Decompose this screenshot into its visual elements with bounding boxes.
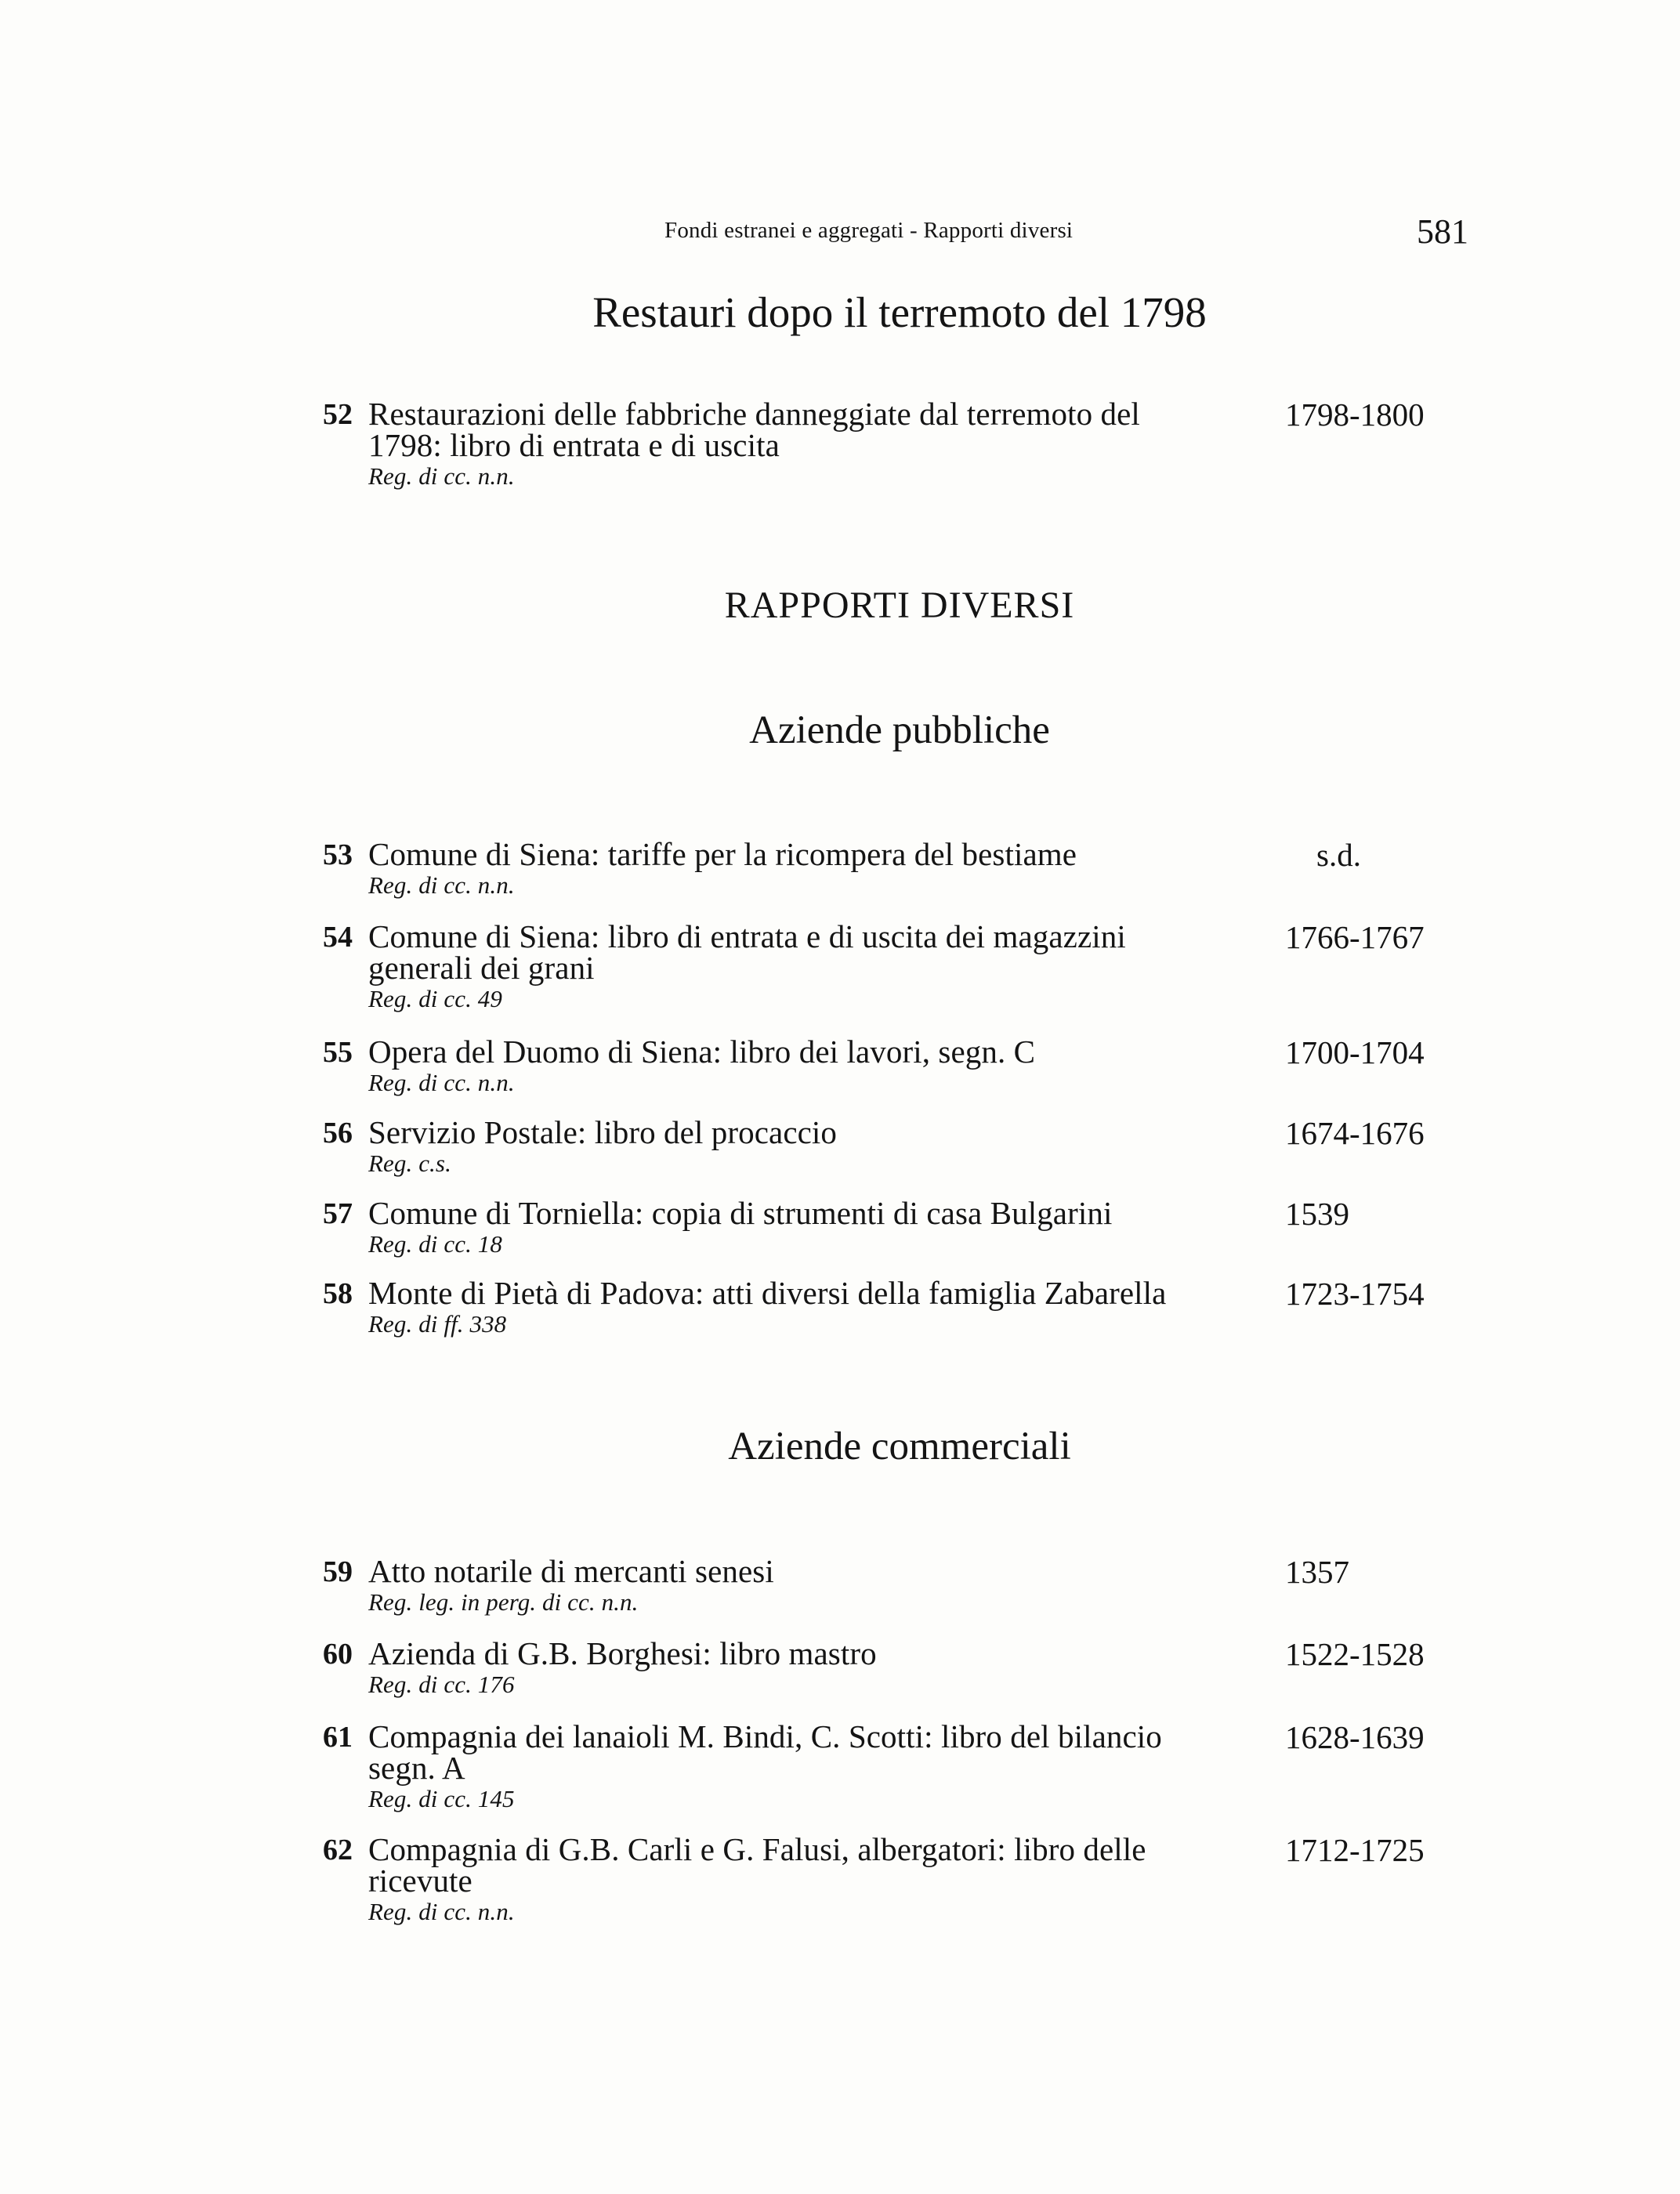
entry-title <box>368 1277 1277 1340</box>
running-head: Fondi estranei e aggregati - Rapporti diversi <box>664 218 1074 243</box>
section-heading-restauri: Restauri dopo il terremoto del 1798 <box>592 288 1207 336</box>
entry-title-line: Servizio Postale: libro del procaccio <box>368 1114 838 1150</box>
entry-title <box>368 1718 1277 1815</box>
entry-date: 1522-1528 <box>1285 1636 1425 1672</box>
entry-number: 61 <box>323 1721 353 1754</box>
entry-number: 59 <box>323 1555 353 1588</box>
entry-note: Reg. di cc. n.n. <box>368 1069 515 1096</box>
entry-title <box>368 838 1277 901</box>
entry-title-line: Compagnia dei lanaioli M. Bindi, C. Scotti: libro del bilancio <box>368 1718 1162 1754</box>
entry-number: 55 <box>323 1036 353 1069</box>
entry-note: Reg. di cc. n.n. <box>368 871 515 899</box>
entry-title-line: Azienda di G.B. Borghesi: libro mastro <box>368 1635 877 1671</box>
entry-date: 1700-1704 <box>1285 1034 1425 1070</box>
entry-number: 62 <box>323 1834 353 1866</box>
entry-title <box>368 1635 1277 1700</box>
entry-title-line: 1798: libro di entrata e di uscita <box>368 427 780 463</box>
entry-date: 1766-1767 <box>1285 919 1425 955</box>
entry-title-line: Restaurazioni delle fabbriche danneggiate dal terremoto del <box>368 396 1140 432</box>
entry-number: 57 <box>323 1197 353 1230</box>
section-heading-aziende-pubbliche: Aziende pubbliche <box>749 708 1050 752</box>
entry-title <box>368 1831 1277 1928</box>
entry-number: 60 <box>323 1638 353 1671</box>
entry-note: Reg. di cc. 176 <box>368 1671 515 1698</box>
entry-title-line: Monte di Pietà di Padova: atti diversi della famiglia Zabarella <box>368 1275 1167 1311</box>
entry-note: Reg. di cc. 18 <box>368 1230 502 1258</box>
entry-note: Reg. di cc. 145 <box>368 1785 515 1812</box>
entry-title <box>368 1114 1277 1179</box>
entry-date: 1674-1676 <box>1285 1115 1425 1151</box>
entry-title-line: generali dei grani <box>368 950 595 986</box>
entry-number: 54 <box>323 921 353 954</box>
entry-title-line: Comune di Torniella: copia di strumenti di casa Bulgarini <box>368 1195 1113 1231</box>
entry-note: Reg. di cc. n.n. <box>368 462 515 490</box>
entry-date: 1798-1800 <box>1285 396 1425 433</box>
section-heading-aziende-commerciali: Aziende commerciali <box>728 1425 1071 1468</box>
entry-title <box>368 918 1277 1015</box>
entry-date: 1712-1725 <box>1285 1832 1425 1868</box>
entry-date: 1357 <box>1285 1554 1349 1590</box>
entry-title-line: Atto notarile di mercanti senesi <box>368 1553 774 1589</box>
entry-title <box>368 1036 1277 1099</box>
entry-title <box>368 398 1277 492</box>
entry-title-line: Comune di Siena: tariffe per la ricompera del bestiame <box>368 836 1077 872</box>
entry-number: 52 <box>323 398 353 431</box>
entry-date: 1539 <box>1285 1196 1349 1232</box>
entry-title-line: Opera del Duomo di Siena: libro dei lavori, segn. C <box>368 1034 1036 1070</box>
entry-note: Reg. di cc. 49 <box>368 985 502 1012</box>
entry-note: Reg. c.s. <box>368 1149 451 1177</box>
entry-title-line: Comune di Siena: libro di entrata e di uscita dei magazzini <box>368 918 1126 954</box>
page-number: 581 <box>1417 212 1468 251</box>
entry-note: Reg. leg. in perg. di cc. n.n. <box>368 1588 639 1616</box>
entry-title-line: Compagnia di G.B. Carli e G. Falusi, albergatori: libro delle <box>368 1831 1146 1867</box>
entry-title <box>368 1555 1277 1618</box>
entry-title <box>368 1197 1277 1260</box>
entry-date: 1628-1639 <box>1285 1719 1425 1755</box>
entry-number: 53 <box>323 838 353 871</box>
entry-number: 56 <box>323 1117 353 1149</box>
section-heading-rapporti-diversi: RAPPORTI DIVERSI <box>724 585 1075 626</box>
entry-title-line: segn. A <box>368 1750 465 1786</box>
entry-note: Reg. di cc. n.n. <box>368 1898 515 1925</box>
entry-title-line: ricevute <box>368 1863 472 1899</box>
entry-number: 58 <box>323 1277 353 1310</box>
entry-date: 1723-1754 <box>1285 1276 1425 1312</box>
entry-date: s.d. <box>1316 837 1361 873</box>
entry-note: Reg. di ff. 338 <box>368 1310 507 1338</box>
